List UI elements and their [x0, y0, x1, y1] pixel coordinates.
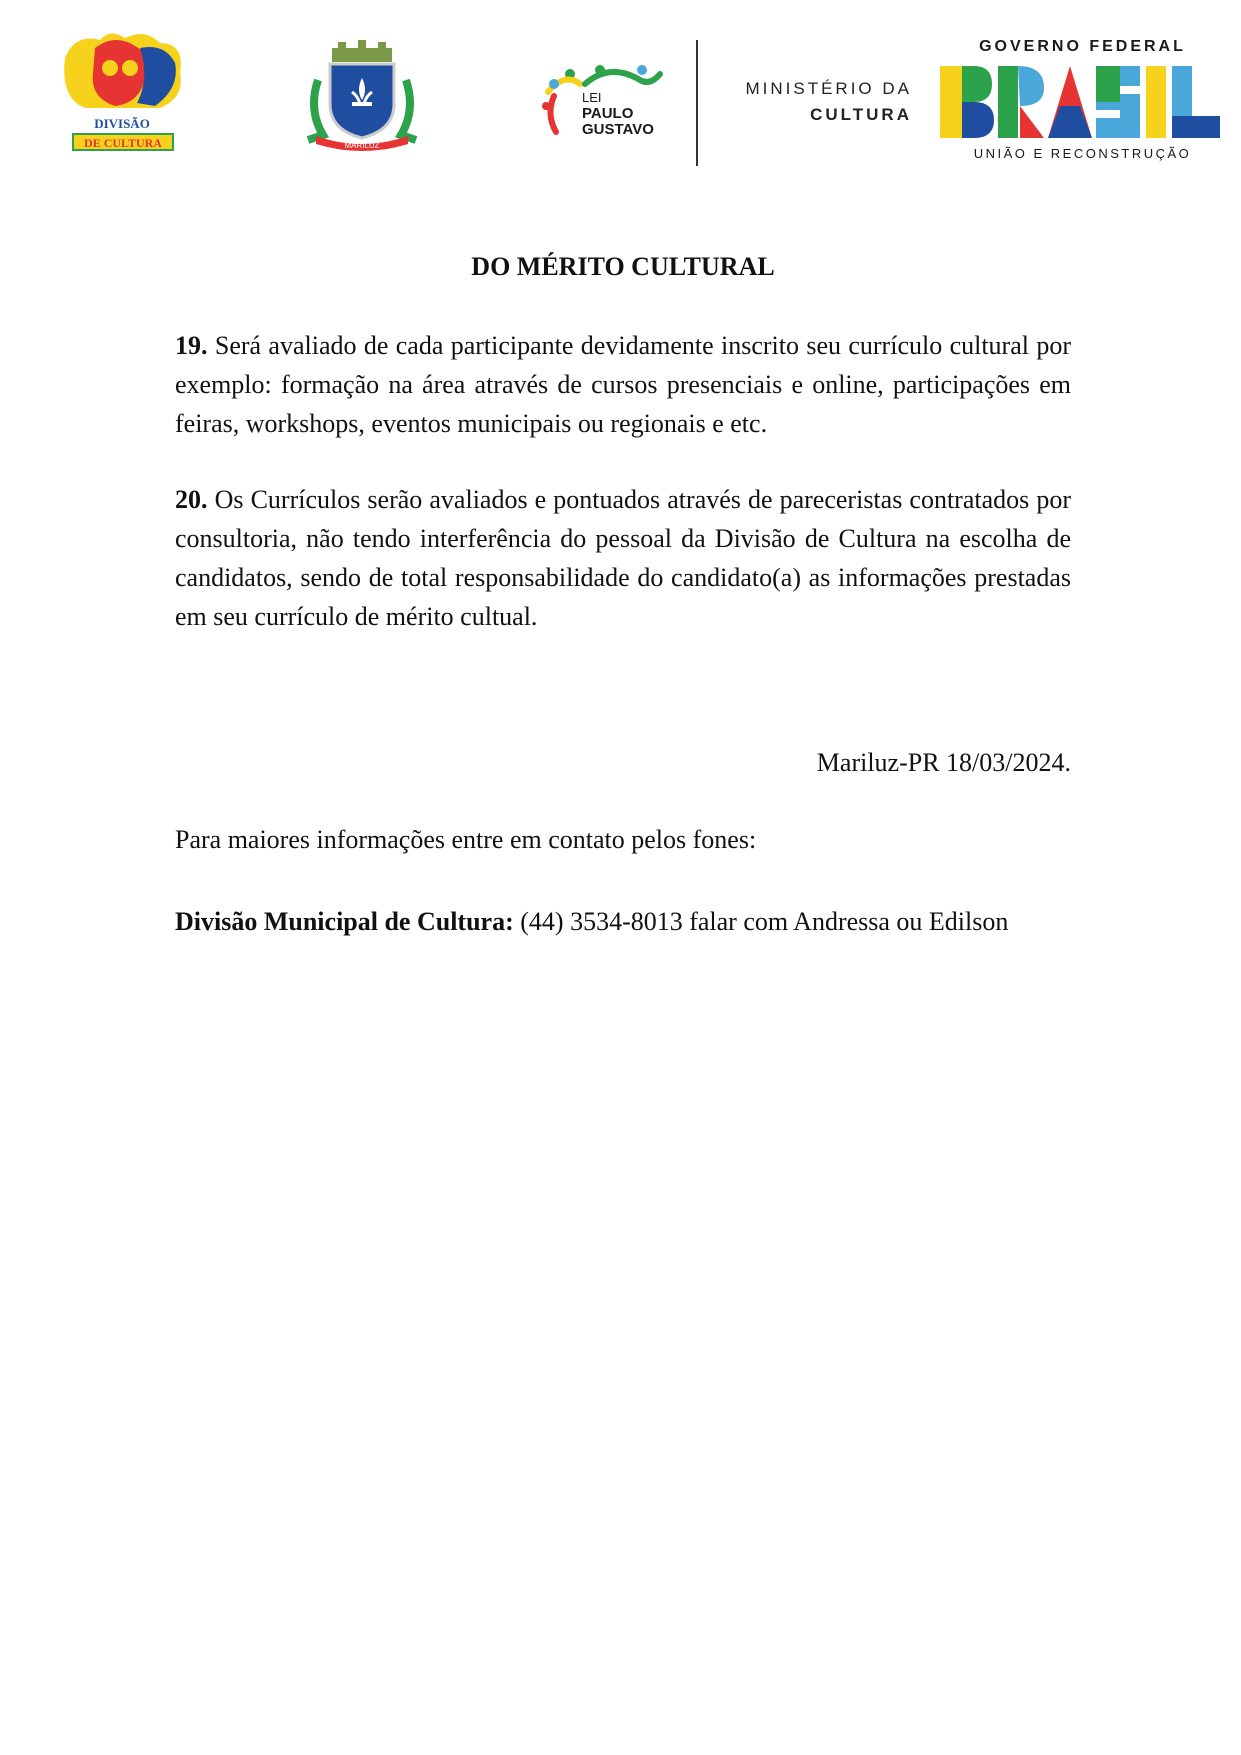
brasil-wordmark-graphic — [940, 66, 1220, 138]
document-header — [0, 0, 1241, 190]
paragraph-19 — [175, 326, 1071, 443]
divisao-logo-text-1: DIVISÃO — [94, 116, 150, 131]
contact-line — [175, 902, 1071, 941]
governo-federal-label: GOVERNO FEDERAL — [979, 38, 1186, 55]
ministerio-line-1: MINISTÉRIO DA — [745, 79, 912, 98]
divisao-logo-text-2: DE CULTURA — [84, 136, 162, 150]
lpg-text — [582, 90, 654, 138]
lpg-line-paulo: PAULO — [582, 105, 634, 122]
paragraph-20-text: Os Currículos serão avaliados e pontuados através de pareceristas contratados por consultoria, não tendo interferência do pessoal da Divisão de Cultura na escolha de candidatos, sendo de total responsabilidade do candidato(a) as informações prestadas em seu currículo de mérito cultual. — [175, 485, 1071, 631]
paragraph-19-text: Será avaliado de cada participante devidamente inscrito seu currículo cultural por exemplo: formação na área através de cursos presenciais e online, participações em feiras, workshops, eventos municipais ou regionais e etc. — [175, 331, 1071, 438]
divisao-cultura-logo — [55, 28, 190, 153]
paragraph-20 — [175, 480, 1071, 636]
header-divider — [696, 40, 698, 166]
date-line: Mariluz-PR 18/03/2024. — [816, 748, 1071, 777]
paragraph-19-number: 19. — [175, 331, 208, 360]
uniao-reconstrucao-label: UNIÃO E RECONSTRUÇÃO — [973, 146, 1192, 161]
contact-text: (44) 3534-8013 falar com Andressa ou Edilson — [513, 907, 1009, 936]
document-title: DO MÉRITO CULTURAL — [471, 252, 775, 281]
ministerio-cultura-label — [722, 76, 912, 128]
brasao-banner-text: MARILUZ — [344, 141, 380, 150]
ministerio-line-2: CULTURA — [810, 105, 912, 124]
paragraph-20-number: 20. — [175, 485, 208, 514]
mariluz-coat-of-arms — [298, 40, 426, 158]
lpg-line-gustavo: GUSTAVO — [582, 121, 654, 138]
info-line: Para maiores informações entre em contato pelos fones: — [175, 825, 757, 854]
lpg-line-lei: LEI — [582, 90, 602, 105]
lei-paulo-gustavo-logo — [540, 62, 680, 152]
contact-label: Divisão Municipal de Cultura: — [175, 907, 514, 936]
